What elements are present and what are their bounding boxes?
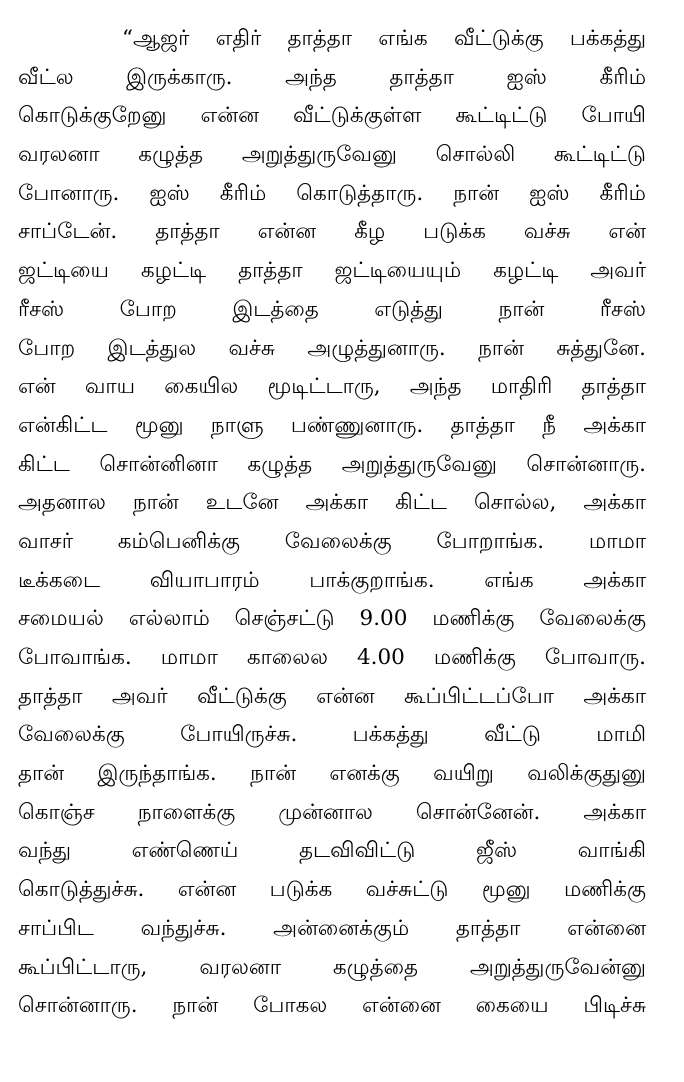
text-line: சமையல் எல்லாம் செஞ்சட்டு 9.00 மணிக்கு வேலைக்கு	[18, 606, 646, 632]
text-line: சொன்னாரு. நான் போகல என்னை கையை பிடிச்சு	[18, 993, 646, 1019]
text-line: தாத்தா அவர் வீட்டுக்கு என்ன கூப்பிட்டப்போ அக்கா	[18, 683, 646, 709]
text-line: போவாங்க. மாமா காலைல 4.00 மணிக்கு போவாரு.	[18, 645, 646, 670]
text-line: “ஆஜர் எதிர் தாத்தா எங்க வீட்டுக்கு பக்கத்து	[122, 26, 646, 51]
text-line: சாப்டேன். தாத்தா என்ன கீழ படுக்க வச்சு என்	[18, 219, 646, 245]
text-line: கொஞ்ச நாளைக்கு முன்னால சொன்னேன். அக்கா	[18, 799, 646, 825]
text-line: கொடுத்துச்சு. என்ன படுக்க வச்சுட்டு மூனு மணிக்கு	[18, 877, 646, 903]
document-page	[18, 20, 646, 1026]
text-line: தான் இருந்தாங்க. நான் எனக்கு வயிறு வலிக்குதுனு	[18, 761, 646, 787]
text-line: வந்து எண்ணெய் தடவிவிட்டு ஜீஸ் வாங்கி	[18, 838, 646, 864]
text-line: என்கிட்ட மூனு நாளு பண்ணுனாரு. தாத்தா நீ அக்கா	[18, 412, 646, 438]
text-line: கிட்ட சொன்னினா கழுத்த அறுத்துருவேனு சொன்னாரு.	[18, 451, 646, 477]
text-line: ஜட்டியை கழட்டி தாத்தா ஜட்டியையும் கழட்டி அவர்	[18, 258, 646, 284]
text-line: கொடுக்குறேனு என்ன வீட்டுக்குள்ள கூட்டிட்டு போயி	[18, 103, 646, 129]
text-line: சாப்பிட வந்துச்சு. அன்னைக்கும் தாத்தா என்னை	[18, 915, 646, 941]
text-line: வரலனா கழுத்த அறுத்துருவேனு சொல்லி கூட்டிட்டு	[18, 142, 646, 168]
text-line: ரீசஸ் போற இடத்தை எடுத்து நான் ரீசஸ்	[18, 296, 646, 322]
text-line: வாசர் கம்பெனிக்கு வேலைக்கு போறாங்க. மாமா	[18, 528, 646, 554]
text-line: கூப்பிட்டாரு, வரலனா கழுத்தை அறுத்துருவேன்னு	[18, 954, 646, 980]
text-line: போற இடத்துல வச்சு அழுத்துனாரு. நான் சுத்துனே.	[18, 335, 646, 361]
text-line: அதனால நான் உடனே அக்கா கிட்ட சொல்ல, அக்கா	[18, 490, 646, 516]
text-line: டீக்கடை வியாபாரம் பாக்குறாங்க. எங்க அக்கா	[18, 567, 646, 593]
text-line: வீட்ல இருக்காரு. அந்த தாத்தா ஐஸ் கீரிம்	[18, 64, 646, 90]
text-line: என் வாய கையில மூடிட்டாரு, அந்த மாதிரி தாத்தா	[18, 374, 646, 400]
text-line: வேலைக்கு போயிருச்சு. பக்கத்து வீட்டு மாமி	[18, 722, 646, 748]
text-line: போனாரு. ஐஸ் கீரிம் கொடுத்தாரு. நான் ஐஸ் கீரிம்	[18, 180, 646, 206]
